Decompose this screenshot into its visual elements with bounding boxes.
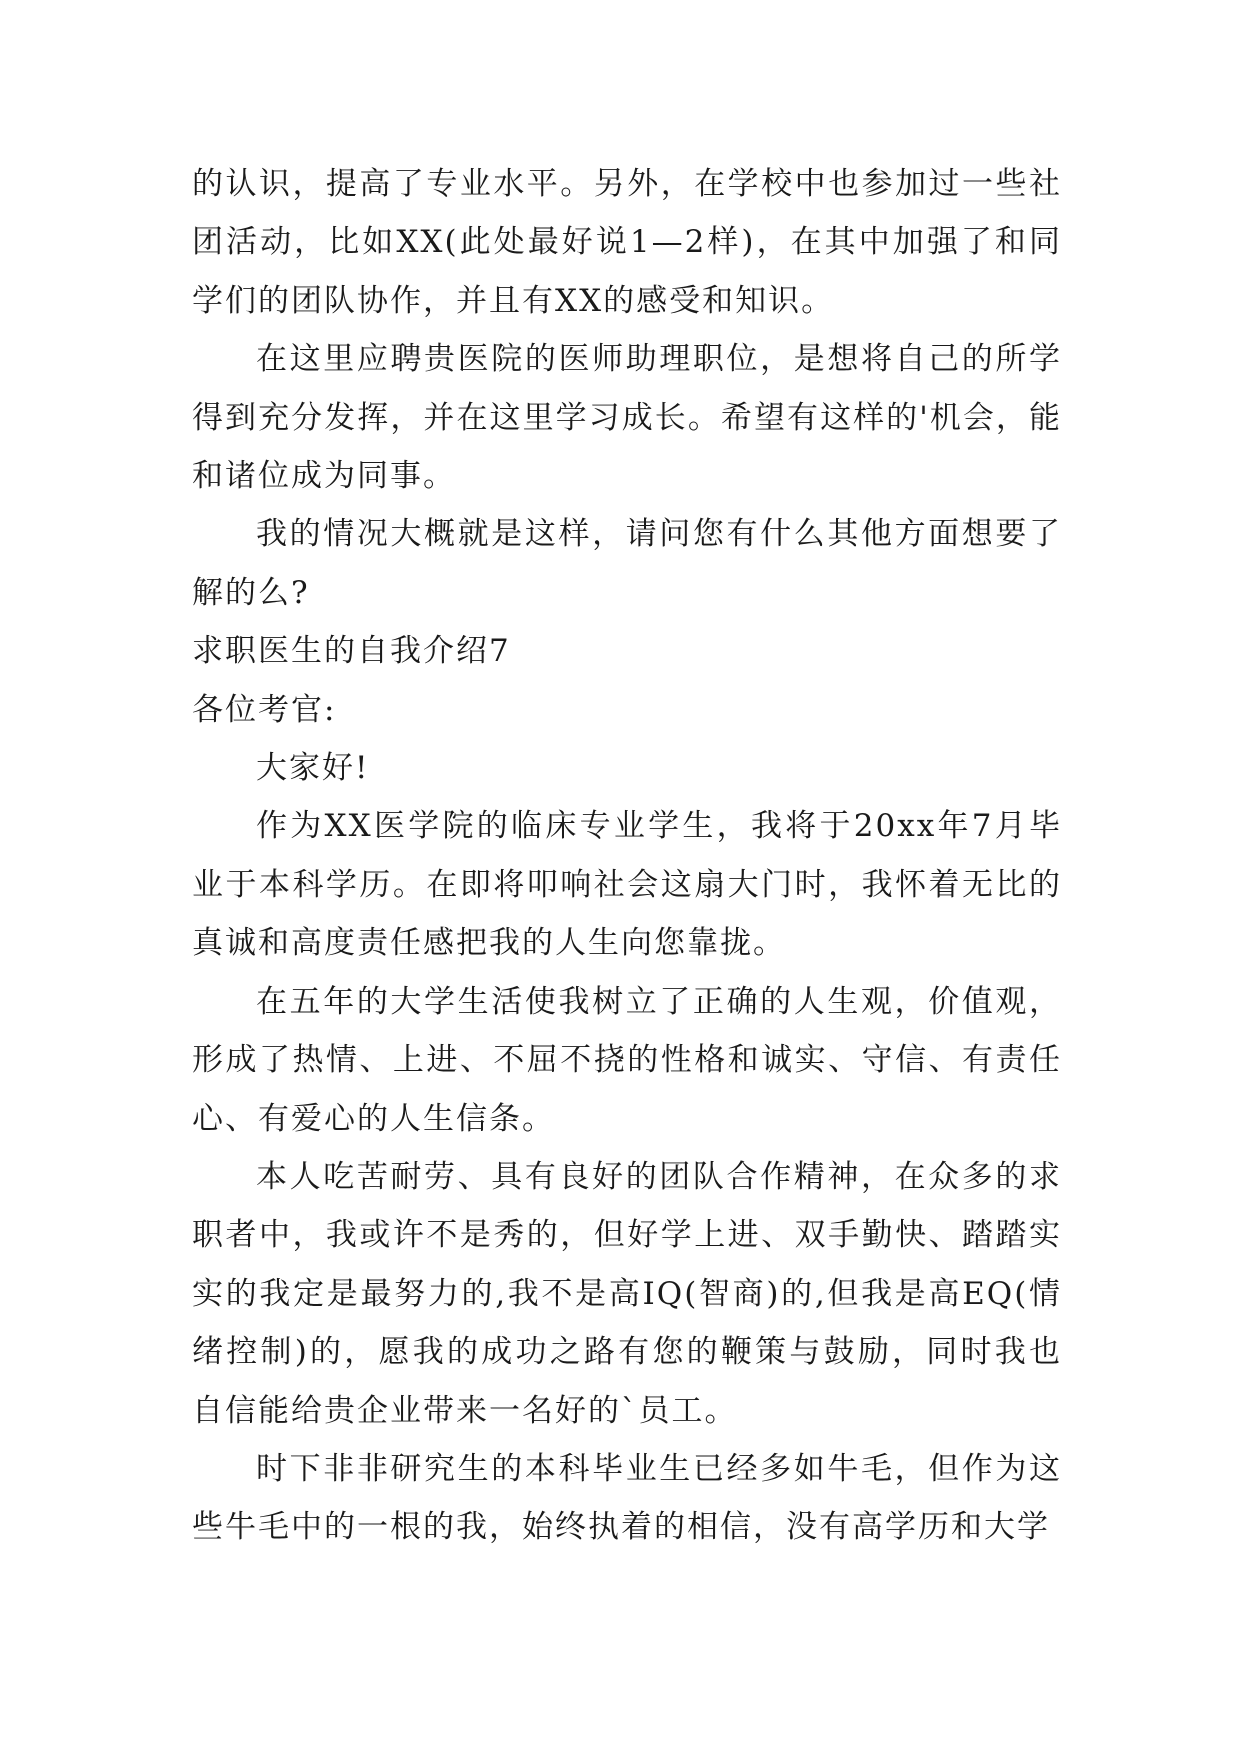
document-body bbox=[192, 155, 1062, 1557]
paragraph-continuation: 的认识，提高了专业水平。另外，在学校中也参加过一些社团活动，比如XX(此处最好说1—2样)，在其中加强了和同学们的团队协作，并且有XX的感受和知识。 bbox=[192, 166, 1062, 319]
greeting: 大家好! bbox=[256, 750, 370, 787]
paragraph-belief: 时下非非研究生的本科毕业生已经多如牛毛，但作为这些牛毛中的一根的我，始终执着的相信，没有高学历和大学 bbox=[192, 1450, 1062, 1546]
paragraph-closing-question: 我的情况大概就是这样，请问您有什么其他方面想要了解的么? bbox=[192, 516, 1062, 611]
paragraph-application-reason: 在这里应聘贵医院的医师助理职位，是想将自己的所学得到充分发挥，并在这里学习成长。希望有这样的'机会，能和诸位成为同事。 bbox=[192, 341, 1062, 495]
salutation: 各位考官: bbox=[192, 691, 337, 728]
section-heading: 求职医生的自我介绍7 bbox=[192, 633, 511, 670]
paragraph-introduction: 作为XX医学院的临床专业学生，我将于20xx年7月毕业于本科学历。在即将叩响社会这扇大门时，我怀着无比的真诚和高度责任感把我的人生向您靠拢。 bbox=[192, 808, 1062, 962]
paragraph-strengths: 本人吃苦耐劳、具有良好的团队合作精神，在众多的求职者中，我或许不是秀的，但好学上进、双手勤快、踏踏实实的我定是最努力的,我不是高IQ(智商)的,但我是高EQ(情绪控制)的，愿我的成功之路有您的鞭策与鼓励，同时我也自信能给贵企业带来一名好的`员工。 bbox=[192, 1158, 1062, 1429]
paragraph-values: 在五年的大学生活使我树立了正确的人生观，价值观，形成了热情、上进、不屈不挠的性格和诚实、守信、有责任心、有爱心的人生信条。 bbox=[192, 983, 1062, 1137]
